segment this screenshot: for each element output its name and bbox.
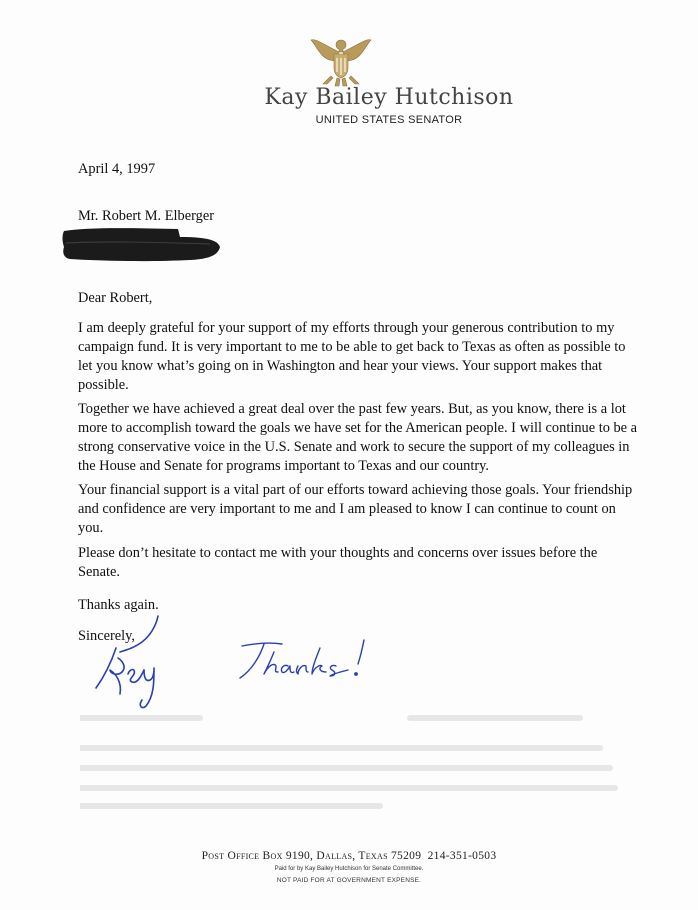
handwritten-signature bbox=[88, 612, 178, 712]
footer-address-text: Post Office Box 9190, Dallas, Texas 75209 bbox=[201, 850, 422, 862]
footer-phone: 214-351-0503 bbox=[427, 850, 497, 862]
redacted-address-mark bbox=[60, 225, 222, 263]
letter-paragraph: Your financial support is a vital part of our efforts toward achieving those goals. Your friendship and confidence are very important to me and I am pleased to know I can continue to count on you. bbox=[78, 482, 633, 536]
recipient-name: Mr. Robert M. Elberger bbox=[78, 208, 215, 224]
letter-paragraph: Together we have achieved a great deal over the past few years. But, as you know, there is a lot more to accomplish toward the goals we have set for the American people. I will continue to be a strong conservative voice in the U.S. Senate and work to secure the support of my colleagues in the House and Senate for programs important to Texas and our country. bbox=[78, 401, 638, 474]
footer-not-paid: NOT PAID FOR AT GOVERNMENT EXPENSE. bbox=[276, 877, 422, 884]
footer-address bbox=[0, 850, 698, 862]
handwritten-thanks-note bbox=[232, 632, 382, 692]
thanks-line: Thanks again. bbox=[78, 597, 159, 613]
closing: Sincerely, bbox=[78, 628, 136, 644]
sender-name: Kay Bailey Hutchison bbox=[264, 85, 514, 110]
letter-paragraph: Please don’t hesitate to contact me with your thoughts and concerns over issues before the Senate. bbox=[78, 545, 598, 580]
sender-title: UNITED STATES SENATOR bbox=[315, 114, 463, 126]
letter-date: April 4, 1997 bbox=[78, 161, 156, 177]
letter-paragraph: I am deeply grateful for your support of my efforts through your generous contribution to my campaign fund. It is very important to me to be able to get back to Texas as often as possible to let you know what’s going on in Washington and hear your views. Your support makes that possible. bbox=[78, 320, 626, 393]
eagle-seal-icon bbox=[309, 34, 373, 90]
salutation: Dear Robert, bbox=[78, 290, 153, 306]
faded-show-through-text bbox=[80, 700, 620, 810]
footer-paid-for: Paid for by Kay Bailey Hutchison for Senate Committee. bbox=[274, 866, 424, 872]
